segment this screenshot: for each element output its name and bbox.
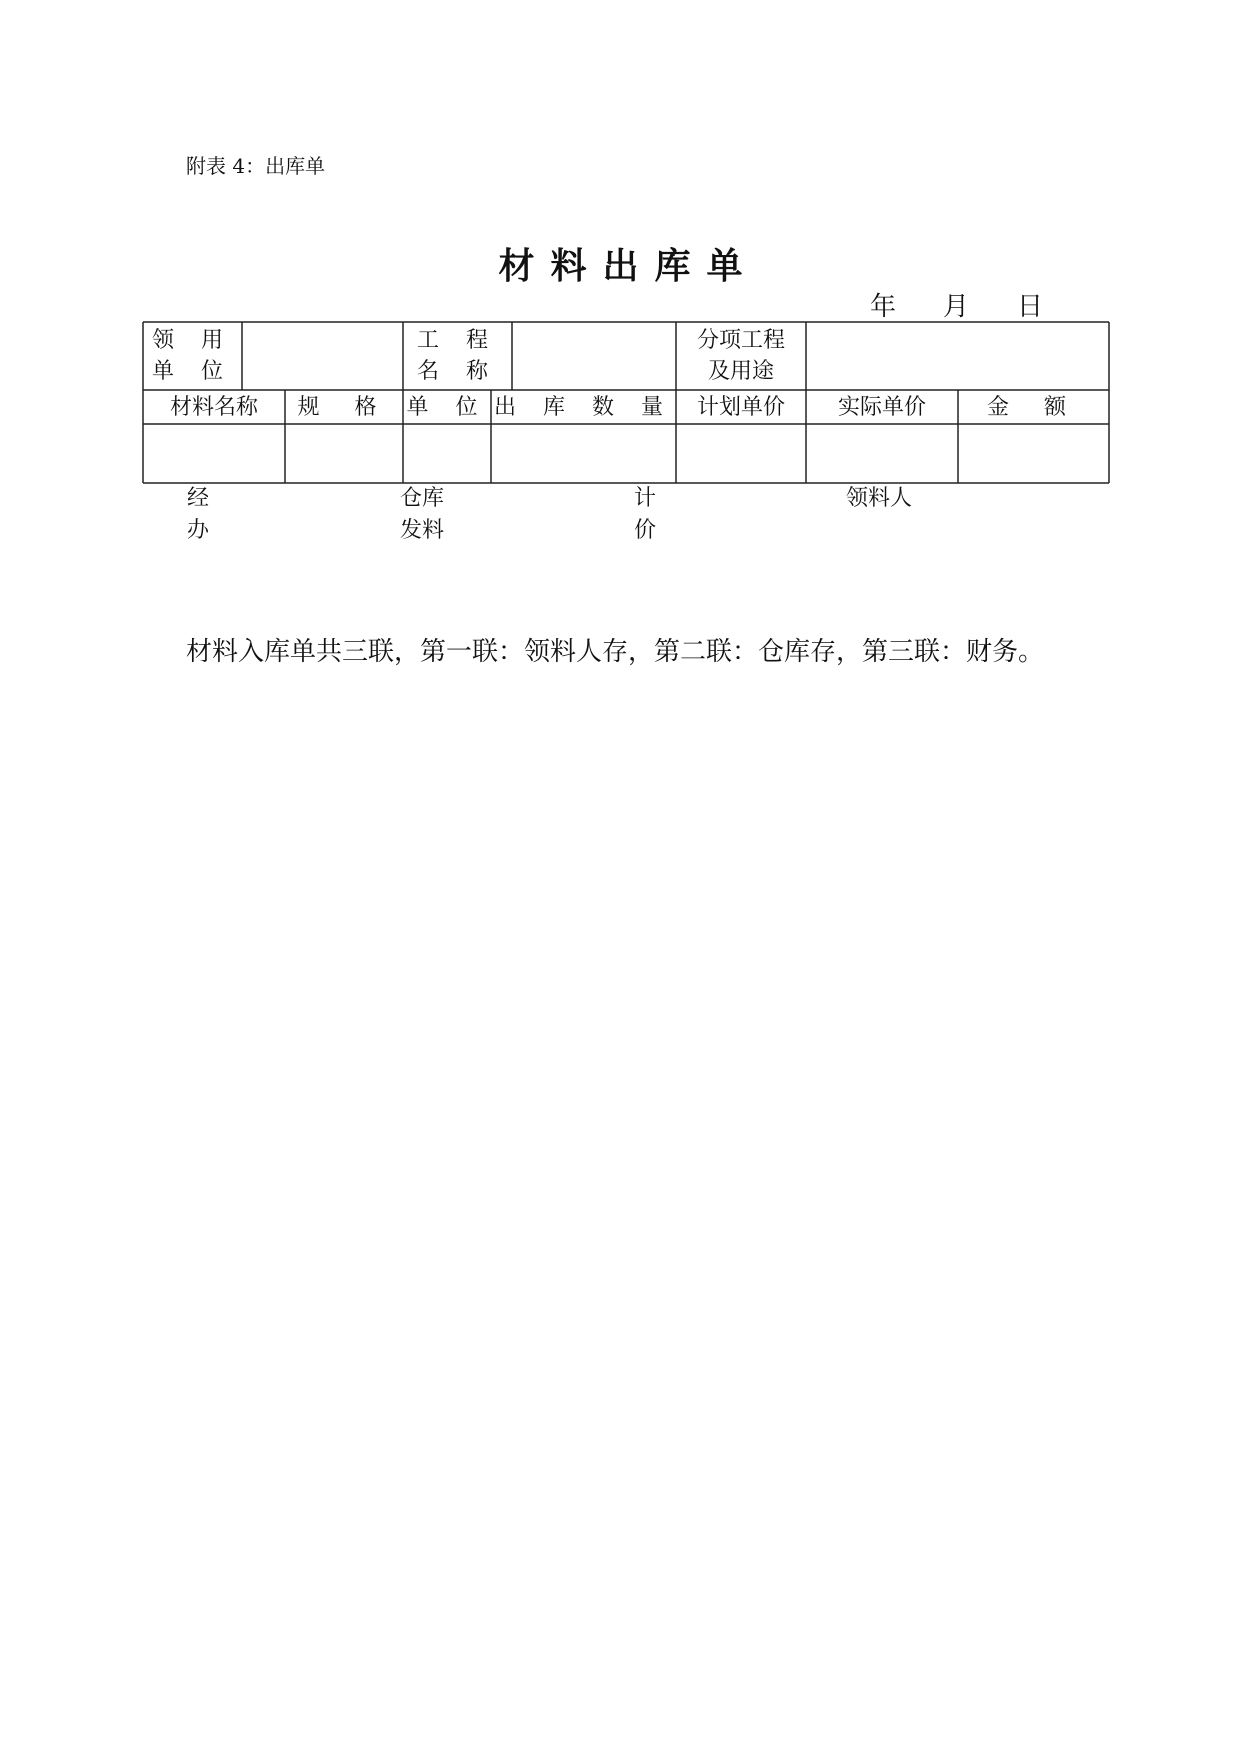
cell-actual-price[interactable] — [808, 426, 956, 481]
col-header-amount: 金 额 — [987, 395, 1080, 420]
sub-project-label — [676, 325, 806, 387]
project-name-label — [403, 325, 512, 387]
cell-material-name[interactable] — [145, 426, 283, 481]
col-header-spec: 规 格 — [297, 395, 391, 420]
signature-pricing-line1: 计 — [634, 486, 657, 511]
project-name-label-line1: 工 程 — [417, 328, 498, 353]
col-header-actual-price: 实际单价 — [837, 395, 926, 420]
cell-amount[interactable] — [960, 426, 1107, 481]
appendix-caption: 附表 4：出库单 — [186, 154, 326, 178]
cell-spec[interactable] — [287, 426, 401, 481]
signature-warehouse-line2: 发料 — [400, 518, 445, 543]
cell-out-quantity[interactable] — [493, 426, 674, 481]
receiving-unit-label-line1: 领 用 — [152, 328, 233, 353]
col-header-unit: 单 位 — [406, 395, 488, 420]
date-month: 月 — [943, 292, 970, 322]
signature-warehouse — [400, 483, 444, 547]
cell-unit[interactable] — [405, 426, 489, 481]
cell-planned-price[interactable] — [678, 426, 804, 481]
receiving-unit-field[interactable] — [244, 324, 401, 388]
project-name-field[interactable] — [514, 324, 674, 388]
signature-handler-line1: 经 — [187, 486, 210, 511]
sub-project-label-line1: 分项工程 — [696, 328, 785, 353]
copies-note: 材料入库单共三联，第一联：领料人存，第二联：仓库存，第三联：财务。 — [186, 637, 1045, 667]
sub-project-label-line2: 及用途 — [707, 359, 774, 384]
project-name-label-line2: 名 称 — [417, 359, 498, 384]
col-header-material-name: 材料名称 — [169, 395, 258, 420]
col-header-out-quantity: 出 库 数 量 — [494, 395, 673, 420]
sub-project-field[interactable] — [808, 324, 1107, 388]
signature-pricing — [634, 483, 656, 547]
signature-handler-line2: 办 — [187, 518, 210, 543]
date-year: 年 — [870, 292, 897, 322]
signature-receiver: 领料人 — [846, 486, 913, 511]
date-day: 日 — [1017, 292, 1044, 322]
signature-pricing-line2: 价 — [634, 518, 657, 543]
signature-warehouse-line1: 仓库 — [400, 486, 445, 511]
col-header-planned-price: 计划单价 — [696, 395, 785, 420]
receiving-unit-label-line2: 单 位 — [152, 359, 233, 384]
form-title: 材料出库单 — [498, 245, 759, 287]
receiving-unit-label — [143, 325, 242, 387]
signature-handler — [187, 483, 209, 547]
